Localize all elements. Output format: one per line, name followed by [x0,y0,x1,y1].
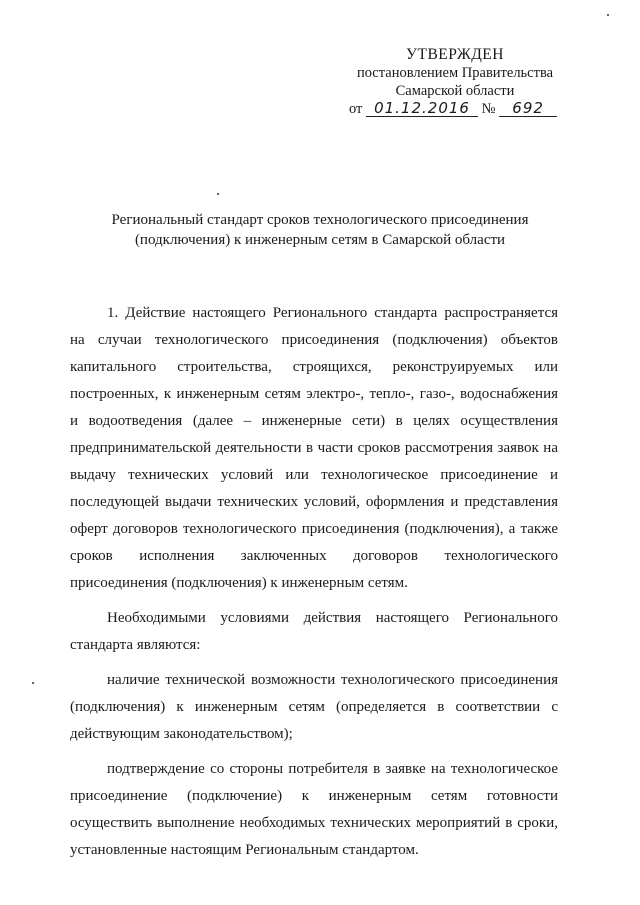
document-body [70,300,558,864]
approval-number: 692 [499,100,557,117]
date-prefix: от [349,101,363,117]
approval-title: УТВЕРЖДЕН [406,46,504,63]
scan-speck [32,682,34,684]
paragraph-2: Необходимыми условиями действия настоящего Регионального стандарта являются: [70,610,558,653]
approval-dateline [345,100,565,118]
number-prefix: № [481,101,496,117]
scan-speck [607,14,609,16]
document-title-line-2: (подключения) к инженерным сетям в Самарской области [134,232,506,248]
paragraph-1: 1. Действие настоящего Регионального стандарта распространяется на случаи технологического присоединения (подключения) объектов капитального строительства, строящихся, реконструируемых или построенных, к инженерным сетям электро-, тепло-, газо-, водоснабжения и водоотведения (далее – инженерные сети) в целях осуществления предпринимательской деятельности в части сроков рассмотрения заявок на выдачу технических условий или технологическое присоединение и последующей выдачи технических условий, оформления и представления оферт договоров технологического присоединения (подключения), а также сроков исполнения заключенных договоров технологического присоединения (подключения) к инженерным сетям. [70,305,558,591]
approval-region: Самарской области [395,83,515,99]
approval-stamp [345,46,565,118]
approval-authority: постановлением Правительства [356,65,554,81]
paragraph-3: наличие технической возможности технологического присоединения (подключения) к инженерным сетям (определяется в соответствии с действующим законодательством); [70,672,558,742]
approval-date: 01.12.2016 [366,100,478,117]
paragraph-4: подтверждение со стороны потребителя в заявке на технологическое присоединение (подключение) к инженерным сетям готовности осуществить выполнение необходимых технических мероприятий в сроки, установленные настоящим Региональным стандартом. [70,761,558,858]
document-title [60,210,580,250]
scan-speck [217,193,219,195]
document-title-line-1: Региональный стандарт сроков технологического присоединения [111,212,529,228]
